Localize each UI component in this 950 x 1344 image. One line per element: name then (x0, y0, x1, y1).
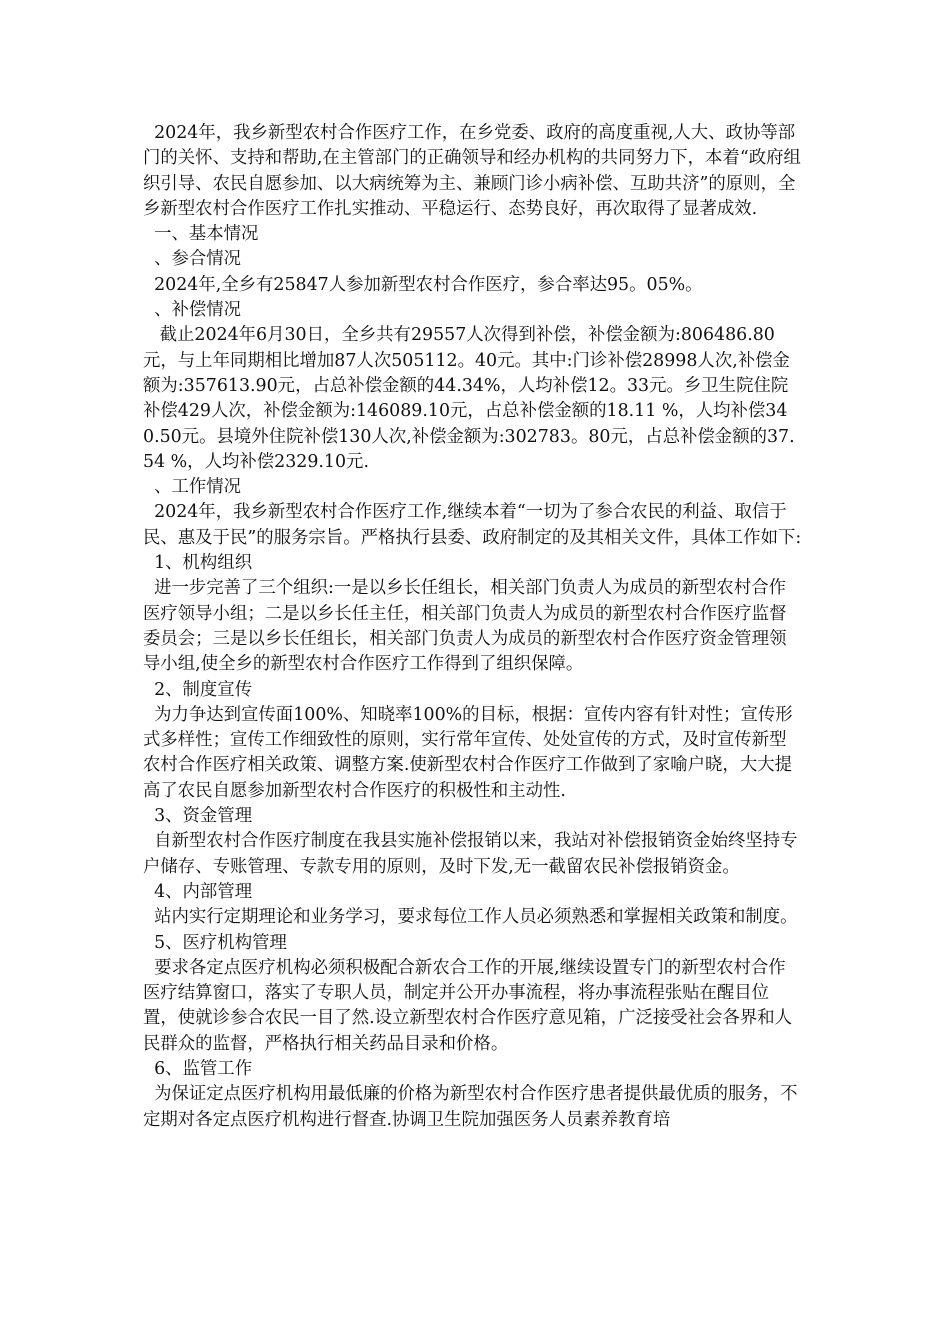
paragraph-publicity: 为力争达到宣传面100%、知晓率100%的目标，根据：宣传内容有针对性；宣传形式多样性；宣传工作细致性的原则，实行常年宣传、处处宣传的方式，及时宣传新型农村合作医疗相关政策、调整方案.使新型农村合作医疗工作做到了家喻户晓，大大提高了农民自愿参加新型农村合作医疗的积极性和主动性. (143, 704, 793, 801)
paragraph-intro: 2024年，我乡新型农村合作医疗工作，在乡党委、政府的高度重视,人大、政协等部门的关怀、支持和帮助,在主管部门的正确领导和经办机构的共同努力下，本着“政府组织引导、农民自愿参加、以大病统筹为主、兼顾门诊小病补偿、互助共济”的原则，全乡新型农村合作医疗工作扎实推动、平稳运行、态势良好，再次取得了显著成效. (143, 123, 801, 219)
item-heading-organization: 1、机构组织 (143, 553, 253, 574)
item-heading-publicity: 2、制度宣传 (143, 679, 253, 700)
paragraph-organization: 进一步完善了三个组织:一是以乡长任组长，相关部门负责人为成员的新型农村合作医疗领导小组；二是以乡长任主任，相关部门负责人为成员的新型农村合作医疗监督委员会；三是以乡长任组长，相关部门负责人为成员的新型农村合作医疗资金管理领导小组,使全乡的新型农村合作医疗工作得到了组织保障。 (143, 578, 787, 675)
paragraph-institutions: 要求各定点医疗机构必须积极配合新农合工作的开展,继续设置专门的新型农村合作医疗结算窗口，落实了专职人员，制定并公开办事流程，将办事流程张贴在醒目位置，使就诊参合农民一目了然.设立新型农村合作医疗意见箱，广泛接受社会各界和人民群众的监督，严格执行相关药品目录和价格。 (143, 957, 792, 1054)
item-heading-internal: 4、内部管理 (143, 881, 253, 902)
paragraph-work: 2024年，我乡新型农村合作医疗工作,继续本着“一切为了参合农民的利益、取信于民、惠及于民”的服务宗旨。严格执行县委、政府制定的及其相关文件，具体工作如下: (143, 502, 802, 548)
paragraph-internal: 站内实行定期理论和业务学习，要求每位工作人员必须熟悉和掌握相关政策和制度。 (143, 907, 798, 928)
section-heading-basic: 一、基本情况 (143, 224, 259, 245)
paragraph-participation: 2024年,全乡有25847人参加新型农村合作医疗，参合率达95。05%。 (143, 274, 703, 295)
subheading-work: 、工作情况 (143, 477, 242, 498)
paragraph-funds: 自新型农村合作医疗制度在我县实施补偿报销以来，我站对补偿报销资金始终坚持专户储存、专账管理、专款专用的原则，及时下发,无一截留农民补偿报销资金。 (143, 831, 798, 877)
subheading-compensation: 、补偿情况 (143, 300, 242, 321)
item-heading-supervision: 6、监管工作 (143, 1058, 253, 1079)
item-heading-funds: 3、资金管理 (143, 806, 253, 827)
subheading-participation: 、参合情况 (143, 249, 242, 270)
paragraph-supervision: 为保证定点医疗机构用最低廉的价格为新型农村合作医疗患者提供最优质的服务，不定期对各定点医疗机构进行督查.协调卫生院加强医务人员素养教育培 (143, 1084, 798, 1130)
document-body (143, 121, 803, 1133)
paragraph-compensation: 截止2024年6月30日，全乡共有29557人次得到补偿，补偿金额为:806486.80元，与上年同期相比增加87人次505112。40元。其中:门诊补偿28998人次,补偿金额为:357613.90元，占总补偿金额的44.34%，人均补偿12。33元。乡卫生院住院补偿429人次，补偿金额为:146089.10元，占总补偿金额的18.11 %，人均补偿340.50元。县境外住院补偿130人次,补偿金额为:302783。80元，占总补偿金额的37.54 %，人均补偿2329.10元. (143, 325, 795, 472)
item-heading-institutions: 5、医疗机构管理 (143, 932, 287, 953)
